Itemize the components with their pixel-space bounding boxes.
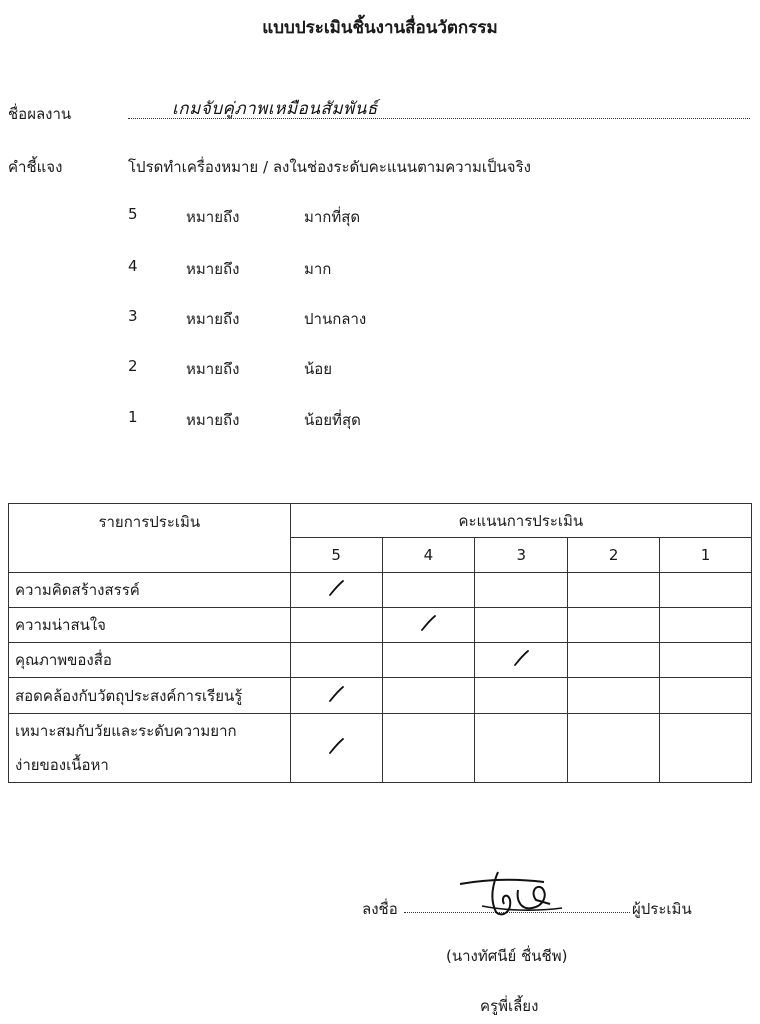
instruction-label: คำชี้แจง [8,158,63,176]
evaluation-item-text: สอดคล้องกับวัตถุประสงค์การเรียนรู้ [15,686,243,705]
score-cell-3[interactable] [475,573,568,608]
score-cell-2[interactable] [568,714,660,783]
instruction-text: โปรดทำเครื่องหมาย / ลงในช่องระดับคะแนนตามความเป็นจริง [128,158,531,176]
score-column-4: 4 [382,538,475,573]
scale-score: 1 [128,408,138,426]
score-cell-3[interactable] [475,643,568,678]
evaluation-item [9,678,291,714]
score-cell-3[interactable] [475,714,568,783]
table-row [9,714,752,783]
score-cell-5[interactable] [290,608,382,643]
score-cell-4[interactable] [382,573,475,608]
score-cell-1[interactable] [660,678,752,714]
score-cell-5[interactable] [290,573,382,608]
check-mark-icon [420,615,436,631]
evaluation-item [9,714,291,783]
score-cell-2[interactable] [568,573,660,608]
score-cell-1[interactable] [660,643,752,678]
score-cell-4[interactable] [382,714,475,783]
score-cell-4[interactable] [382,678,475,714]
evaluation-item [9,643,291,678]
scale-score: 4 [128,257,138,275]
scale-score: 5 [128,205,138,223]
scale-means-label: หมายถึง [186,260,240,278]
scale-description: น้อย [304,360,333,378]
evaluator-position: ครูพี่เลี้ยง [480,997,539,1015]
score-cell-4[interactable] [382,608,475,643]
score-column-5: 5 [290,538,382,573]
score-cell-5[interactable] [290,714,382,783]
scale-means-label: หมายถึง [186,208,240,226]
evaluation-item [9,608,291,643]
score-cell-4[interactable] [382,643,475,678]
table-row [9,573,752,608]
score-column-3: 3 [475,538,568,573]
work-name-value: เกมจับคู่ภาพเหมือนสัมพันธ์ [172,99,378,119]
check-mark-icon [328,686,344,702]
score-cell-1[interactable] [660,608,752,643]
handwritten-signature [452,866,582,926]
table-row [9,678,752,714]
work-name-label: ชื่อผลงาน [8,105,72,123]
check-mark-icon [328,580,344,596]
score-cell-3[interactable] [475,678,568,714]
check-mark-icon [513,650,529,666]
evaluation-item-text: ความคิดสร้างสรรค์ [15,581,140,599]
scale-means-label: หมายถึง [186,310,240,328]
item-column-header: รายการประเมิน [9,504,291,573]
score-cell-3[interactable] [475,608,568,643]
evaluation-item-text-line2: ง่ายของเนื้อหา [15,756,109,774]
evaluator-role-label: ผู้ประเมิน [632,900,692,918]
score-cell-5[interactable] [290,643,382,678]
scale-means-label: หมายถึง [186,411,240,429]
signature-label: ลงชื่อ [362,900,398,918]
form-title: แบบประเมินชิ้นงานสื่อนวัตกรรม [262,18,498,38]
score-cell-2[interactable] [568,678,660,714]
score-column-2: 2 [568,538,660,573]
scale-score: 2 [128,357,138,375]
evaluation-item-text: ความน่าสนใจ [15,616,106,634]
evaluation-item-text: คุณภาพของสื่อ [15,651,112,669]
table-row [9,643,752,678]
check-mark-icon [328,738,344,754]
score-cell-1[interactable] [660,714,752,783]
scale-description: มากที่สุด [304,208,361,226]
score-cell-2[interactable] [568,643,660,678]
score-column-header: คะแนนการประเมิน [290,504,751,538]
score-column-1: 1 [660,538,752,573]
evaluation-item [9,573,291,608]
table-row [9,608,752,643]
scale-means-label: หมายถึง [186,360,240,378]
evaluation-table [8,503,752,783]
score-cell-5[interactable] [290,678,382,714]
scale-description: มาก [304,260,332,278]
score-cell-2[interactable] [568,608,660,643]
scale-description: ปานกลาง [304,310,367,328]
evaluation-item-text: เหมาะสมกับวัยและระดับความยาก [15,722,237,740]
evaluator-name: (นางทัศนีย์ ชื่นชีพ) [446,947,568,965]
scale-score: 3 [128,307,138,325]
scale-description: น้อยที่สุด [304,411,361,429]
score-cell-1[interactable] [660,573,752,608]
